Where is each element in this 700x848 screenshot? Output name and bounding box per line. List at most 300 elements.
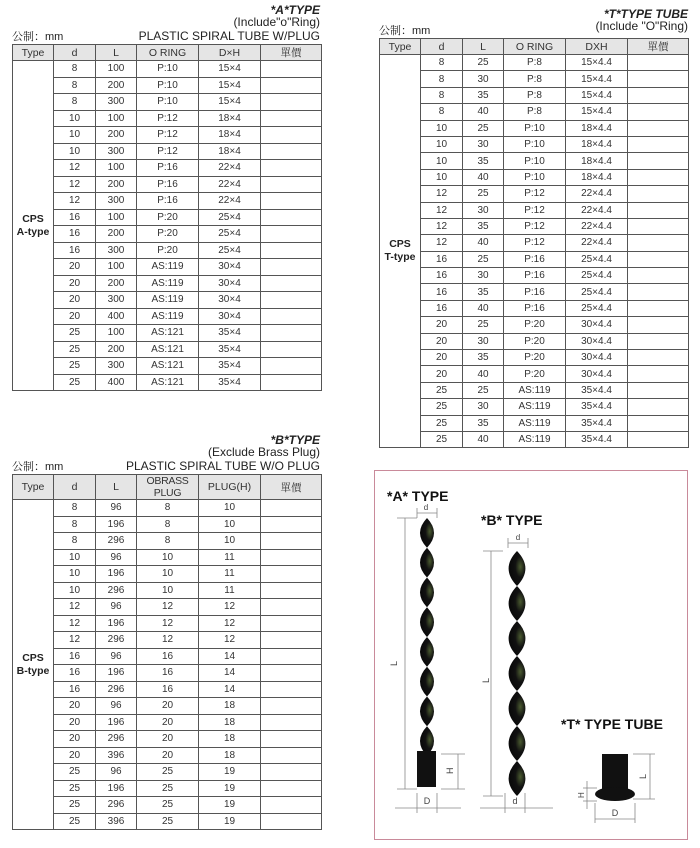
table-cell: 14 (199, 648, 261, 665)
table-cell: 10 (199, 500, 261, 517)
table-cell: 25 (463, 382, 504, 398)
price-cell (261, 648, 322, 665)
table-cell: 25 (421, 415, 463, 431)
column-header: L (96, 475, 137, 500)
table-cell: 18×4 (199, 127, 261, 144)
price-cell (628, 366, 689, 382)
type-cell (13, 61, 54, 391)
table-row (13, 358, 322, 375)
table-cell: 100 (96, 325, 137, 342)
table-cell: 300 (96, 242, 137, 259)
table-cell: 296 (96, 632, 137, 649)
table-cell: 25×4.4 (566, 284, 628, 300)
table-cell: 30 (463, 136, 504, 152)
table-cell: 16 (421, 251, 463, 267)
table-cell: 22×4 (199, 193, 261, 210)
price-cell (628, 71, 689, 87)
table-row (13, 681, 322, 698)
table-cell: 18×4 (199, 143, 261, 160)
table-cell: 300 (96, 292, 137, 309)
table-cell: 8 (421, 71, 463, 87)
table-cell: P:16 (137, 160, 199, 177)
table-cell: 11 (199, 582, 261, 599)
price-cell (261, 731, 322, 748)
table-cell: 25 (54, 797, 96, 814)
table-cell: 16 (421, 268, 463, 284)
table-cell: 30×4 (199, 275, 261, 292)
table-row (380, 399, 689, 415)
table-cell: 200 (96, 341, 137, 358)
price-cell (261, 582, 322, 599)
table-cell: 30×4 (199, 292, 261, 309)
table-row (13, 516, 322, 533)
table-cell: 25 (137, 813, 199, 830)
table-cell: 300 (96, 94, 137, 111)
column-header: Type (13, 45, 54, 61)
table-row (13, 242, 322, 259)
price-cell (261, 632, 322, 649)
price-cell (261, 358, 322, 375)
price-cell (261, 77, 322, 94)
table-cell: 10 (421, 169, 463, 185)
price-cell (261, 110, 322, 127)
price-cell (628, 169, 689, 185)
a-dim-H-label: H (445, 767, 455, 774)
table-cell: 12 (199, 632, 261, 649)
table-a-title: *A*TYPE (270, 3, 320, 17)
price-cell (261, 500, 322, 517)
diagram-label-b: *B* TYPE (481, 512, 543, 528)
price-cell (261, 698, 322, 715)
table-row (13, 813, 322, 830)
table-cell: 16 (54, 226, 96, 243)
price-cell (261, 566, 322, 583)
table-cell: 296 (96, 797, 137, 814)
table-cell: 20 (54, 292, 96, 309)
table-row (380, 202, 689, 218)
type-label-model: B-type (16, 664, 50, 677)
price-cell (628, 268, 689, 284)
table-row (13, 292, 322, 309)
table-cell: 20 (137, 714, 199, 731)
table-row (380, 333, 689, 349)
type-cell (13, 500, 54, 830)
t-dim-L-label: L (638, 773, 648, 779)
t-type-tube-drawing (595, 754, 635, 801)
table-cell: 196 (96, 714, 137, 731)
table-cell: 196 (96, 516, 137, 533)
table-row (380, 169, 689, 185)
table-row (380, 55, 689, 71)
table-b-title: *B*TYPE (270, 433, 320, 447)
table-row (13, 325, 322, 342)
table-cell: 200 (96, 176, 137, 193)
price-cell (628, 202, 689, 218)
table-cell: 16 (54, 665, 96, 682)
table-cell: 40 (463, 431, 504, 447)
table-cell: 25 (463, 55, 504, 71)
table-a-unit: 公制：mm (12, 31, 64, 43)
table-cell: 20 (421, 317, 463, 333)
table-cell: 20 (421, 366, 463, 382)
table-cell: 396 (96, 813, 137, 830)
table-cell: 22×4.4 (566, 202, 628, 218)
table-cell: 18 (199, 698, 261, 715)
table-cell: 12 (137, 615, 199, 632)
table-row (13, 176, 322, 193)
table-row (380, 120, 689, 136)
table-cell: 25 (54, 813, 96, 830)
spiral-lobe (420, 637, 434, 667)
a-dim-D-label: D (423, 796, 431, 806)
table-cell: 25×4 (199, 242, 261, 259)
table-cell: 12 (421, 235, 463, 251)
type-label-series: CPS (22, 651, 44, 664)
table-row (380, 350, 689, 366)
table-cell: P:20 (504, 333, 566, 349)
table-cell: P:12 (137, 143, 199, 160)
table-header-row (13, 475, 322, 500)
table-cell: 100 (96, 259, 137, 276)
column-header: d (421, 39, 463, 55)
price-cell (261, 61, 322, 78)
price-cell (628, 399, 689, 415)
table-row (380, 136, 689, 152)
table-cell: 20 (137, 731, 199, 748)
table-row (13, 500, 322, 517)
table-row (380, 317, 689, 333)
b-dim-d-label: d (515, 533, 521, 542)
table-row (13, 143, 322, 160)
table-cell: 15×4.4 (566, 71, 628, 87)
table-cell: AS:119 (504, 431, 566, 447)
table-cell: 25 (54, 341, 96, 358)
table-row (13, 582, 322, 599)
table-cell: 8 (54, 94, 96, 111)
table-cell: 8 (137, 500, 199, 517)
table-cell: 19 (199, 780, 261, 797)
table-cell: 20 (54, 747, 96, 764)
table-cell: P:16 (504, 300, 566, 316)
table-b-subtitle: (Exclude Brass Plug) (207, 445, 320, 459)
table-cell: P:12 (504, 186, 566, 202)
table-cell: 11 (199, 566, 261, 583)
table-cell: P:12 (137, 127, 199, 144)
price-cell (628, 333, 689, 349)
spiral-lobe (509, 551, 526, 586)
price-cell (628, 120, 689, 136)
table-cell: 20 (421, 350, 463, 366)
table-a (12, 44, 322, 391)
table-cell: 25 (463, 251, 504, 267)
table-cell: 15×4.4 (566, 87, 628, 103)
table-cell: 96 (96, 764, 137, 781)
table-cell: P:16 (137, 176, 199, 193)
table-cell: 8 (137, 533, 199, 550)
table-cell: 20 (54, 698, 96, 715)
table-row (13, 61, 322, 78)
table-cell: 14 (199, 681, 261, 698)
table-cell: 16 (421, 300, 463, 316)
table-row (380, 366, 689, 382)
table-row (13, 94, 322, 111)
column-header: PLUG(H) (199, 475, 261, 500)
table-row (13, 341, 322, 358)
price-cell (628, 235, 689, 251)
table-row (13, 374, 322, 391)
table-row (13, 698, 322, 715)
table-cell: 25×4 (199, 209, 261, 226)
table-row (13, 747, 322, 764)
table-cell: 35×4.4 (566, 415, 628, 431)
table-cell: P:10 (137, 77, 199, 94)
table-cell: 10 (54, 127, 96, 144)
table-cell: 400 (96, 308, 137, 325)
table-cell: 20 (54, 275, 96, 292)
column-header: Type (13, 475, 54, 500)
table-cell: P:8 (504, 71, 566, 87)
type-cell (380, 55, 421, 448)
table-row (13, 731, 322, 748)
table-cell: 10 (199, 533, 261, 550)
spiral-lobe (509, 761, 526, 796)
column-header: O RING (504, 39, 566, 55)
table-cell: 8 (54, 500, 96, 517)
table-row (13, 533, 322, 550)
table-cell: 96 (96, 698, 137, 715)
table-cell: 300 (96, 193, 137, 210)
table-cell: 35 (463, 415, 504, 431)
table-cell: 25×4.4 (566, 300, 628, 316)
table-cell: 15×4 (199, 77, 261, 94)
table-cell: 100 (96, 61, 137, 78)
table-cell: 15×4.4 (566, 104, 628, 120)
price-cell (261, 374, 322, 391)
table-cell: 22×4 (199, 160, 261, 177)
table-cell: 200 (96, 226, 137, 243)
table-cell: 25 (463, 120, 504, 136)
spiral-lobe (509, 726, 526, 761)
table-row (13, 193, 322, 210)
price-cell (261, 813, 322, 830)
table-cell: 35 (463, 153, 504, 169)
table-row (380, 218, 689, 234)
table-cell: 8 (54, 77, 96, 94)
table-row (380, 153, 689, 169)
table-cell: 22×4 (199, 176, 261, 193)
table-cell: 35×4 (199, 374, 261, 391)
table-cell: 16 (54, 681, 96, 698)
table-cell: 8 (137, 516, 199, 533)
table-cell: P:8 (504, 55, 566, 71)
price-cell (261, 209, 322, 226)
column-header: O RING (137, 45, 199, 61)
price-cell (261, 599, 322, 616)
table-cell: 396 (96, 747, 137, 764)
table-row (13, 632, 322, 649)
table-cell: P:8 (504, 104, 566, 120)
t-dim-D-label: D (611, 808, 619, 818)
price-cell (261, 292, 322, 309)
table-cell: AS:119 (137, 275, 199, 292)
table-cell: 100 (96, 209, 137, 226)
table-cell: 196 (96, 665, 137, 682)
price-cell (261, 665, 322, 682)
table-cell: 296 (96, 731, 137, 748)
b-dim-L-label: L (481, 677, 491, 683)
table-cell: 19 (199, 764, 261, 781)
table-cell: 16 (54, 209, 96, 226)
spiral-lobe (509, 691, 526, 726)
price-cell (261, 259, 322, 276)
table-cell: 20 (54, 714, 96, 731)
table-cell: AS:119 (504, 399, 566, 415)
table-cell: 296 (96, 533, 137, 550)
table-cell: 12 (199, 599, 261, 616)
table-b-heading: PLASTIC SPIRAL TUBE W/O PLUG (125, 459, 320, 473)
price-cell (628, 55, 689, 71)
table-cell: 30×4.4 (566, 366, 628, 382)
table-row (380, 300, 689, 316)
price-cell (628, 153, 689, 169)
table-cell: 12 (54, 615, 96, 632)
table-cell: 10 (137, 566, 199, 583)
spiral-lobe (420, 607, 434, 637)
table-t-title-block (595, 8, 688, 32)
table-cell: 16 (421, 284, 463, 300)
table-cell: P:16 (504, 251, 566, 267)
table-cell: 10 (54, 143, 96, 160)
column-header: 單價 (261, 475, 322, 500)
table-row (13, 110, 322, 127)
table-cell: 18×4.4 (566, 136, 628, 152)
column-header: L (463, 39, 504, 55)
table-cell: 12 (54, 193, 96, 210)
a-type-tube-drawing (420, 518, 434, 756)
table-cell: 200 (96, 275, 137, 292)
price-cell (628, 87, 689, 103)
table-cell: 30 (463, 333, 504, 349)
price-cell (261, 615, 322, 632)
spiral-lobe (509, 656, 526, 691)
table-row (380, 268, 689, 284)
table-row (13, 308, 322, 325)
table-cell: 10 (421, 120, 463, 136)
table-cell: 35 (463, 284, 504, 300)
table-cell: 196 (96, 780, 137, 797)
t-dim-H-label: H (577, 792, 586, 798)
table-cell: 25 (54, 764, 96, 781)
table-cell: AS:119 (137, 292, 199, 309)
spiral-lobe (420, 697, 434, 727)
a-type-plug-drawing (417, 751, 436, 787)
table-a-subtitle: (Include"o"Ring) (233, 15, 320, 29)
table-b (12, 474, 322, 830)
table-cell: 25 (421, 399, 463, 415)
table-row (13, 599, 322, 616)
table-cell: 16 (54, 648, 96, 665)
table-cell: 12 (421, 202, 463, 218)
price-cell (628, 284, 689, 300)
table-a-title-block (233, 4, 320, 28)
table-cell: 25×4 (199, 226, 261, 243)
spiral-lobe (420, 518, 434, 548)
table-cell: 18×4.4 (566, 120, 628, 136)
table-row (13, 275, 322, 292)
table-cell: P:20 (504, 350, 566, 366)
diagram-label-t: *T* TYPE TUBE (561, 716, 663, 732)
price-cell (261, 780, 322, 797)
table-cell: 35×4.4 (566, 399, 628, 415)
table-cell: P:20 (137, 209, 199, 226)
table-cell: AS:121 (137, 325, 199, 342)
table-cell: AS:121 (137, 358, 199, 375)
table-cell: 12 (54, 176, 96, 193)
price-cell (261, 143, 322, 160)
price-cell (628, 218, 689, 234)
table-cell: 30×4.4 (566, 333, 628, 349)
table-cell: 25 (54, 325, 96, 342)
table-cell: 8 (54, 516, 96, 533)
table-row (380, 382, 689, 398)
table-cell: 25 (137, 764, 199, 781)
table-t-title: *T*TYPE TUBE (603, 7, 688, 21)
price-cell (261, 516, 322, 533)
table-row (380, 235, 689, 251)
table-cell: 20 (421, 333, 463, 349)
a-dim-d-label: d (423, 503, 429, 512)
table-cell: 35 (463, 350, 504, 366)
table-cell: 18 (199, 714, 261, 731)
table-cell: 40 (463, 366, 504, 382)
table-cell: 20 (54, 308, 96, 325)
table-row (13, 77, 322, 94)
table-t-subtitle: (Include "O"Ring) (595, 19, 688, 33)
price-cell (628, 350, 689, 366)
tube-drawings (375, 471, 687, 839)
price-cell (261, 325, 322, 342)
diagram-label-a: *A* TYPE (387, 488, 449, 504)
table-cell: 18 (199, 747, 261, 764)
table-cell: 18×4 (199, 110, 261, 127)
table-cell: 100 (96, 160, 137, 177)
table-cell: P:20 (504, 366, 566, 382)
column-header: OBRASS PLUG (137, 475, 199, 500)
table-row (13, 160, 322, 177)
table-row (380, 431, 689, 447)
table-cell: 40 (463, 104, 504, 120)
price-cell (261, 747, 322, 764)
table-cell: 96 (96, 549, 137, 566)
column-header: DXH (566, 39, 628, 55)
table-cell: P:20 (137, 242, 199, 259)
table-cell: 20 (137, 747, 199, 764)
table-cell: 25 (54, 780, 96, 797)
table-cell: AS:119 (137, 259, 199, 276)
table-cell: 196 (96, 566, 137, 583)
table-cell: 25 (137, 780, 199, 797)
table-cell: 30×4 (199, 259, 261, 276)
spiral-lobe (420, 667, 434, 697)
price-cell (261, 226, 322, 243)
table-cell: 15×4 (199, 61, 261, 78)
price-cell (261, 797, 322, 814)
table-row (380, 186, 689, 202)
table-cell: 10 (421, 136, 463, 152)
price-cell (261, 160, 322, 177)
table-cell: 35 (463, 218, 504, 234)
table-row (13, 797, 322, 814)
